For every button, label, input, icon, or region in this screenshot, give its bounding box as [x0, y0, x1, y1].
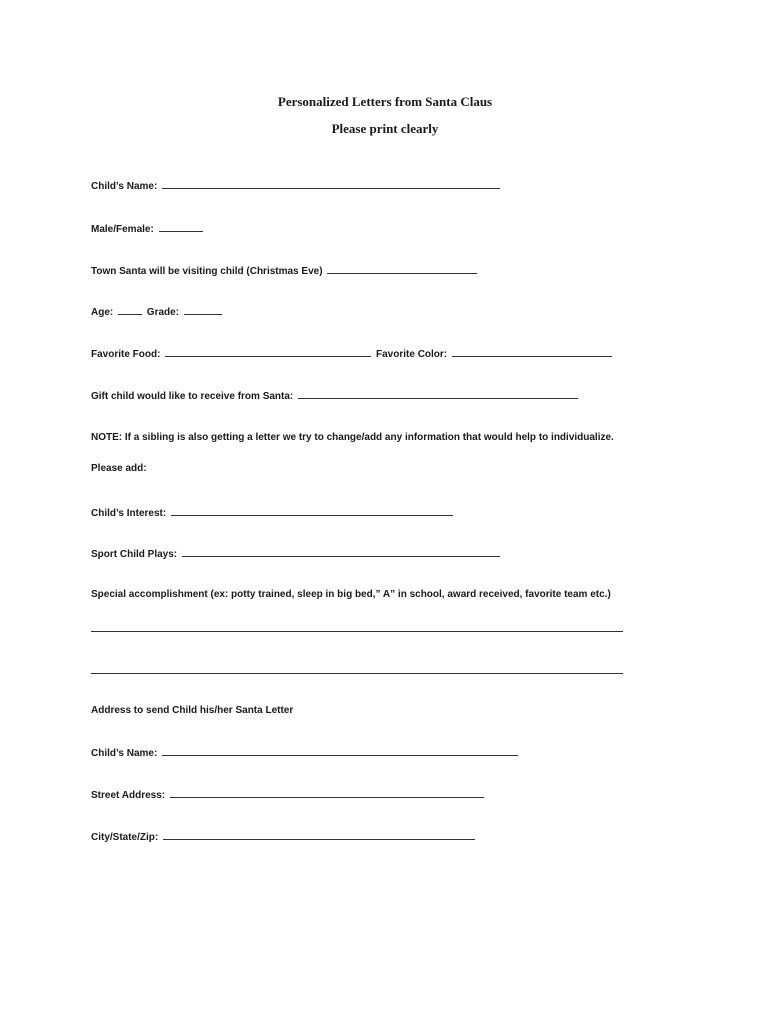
- favorite-color-label: Favorite Color:: [376, 349, 448, 360]
- please-add-text: Please add:: [91, 463, 147, 474]
- town-label: Town Santa will be visiting child (Christmas Eve): [91, 266, 323, 277]
- sport-blank[interactable]: [182, 547, 500, 557]
- form-subtitle: Please print clearly: [331, 121, 439, 136]
- address-heading-row: [91, 705, 293, 716]
- grade-blank[interactable]: [184, 305, 222, 315]
- grade-label: Grade:: [146, 307, 180, 318]
- note-row: [91, 432, 614, 443]
- favorite-food-blank[interactable]: [165, 347, 371, 357]
- address-childs-name-row: [91, 746, 520, 759]
- childs-interest-blank[interactable]: [171, 506, 453, 516]
- gift-row: [91, 389, 580, 402]
- town-row: [91, 264, 479, 277]
- age-grade-row: [91, 305, 224, 318]
- age-label: Age:: [91, 307, 114, 318]
- accomplishment-label: Special accomplishment (ex: potty trained, sleep in big bed,” A” in school, award received, favorite team etc.): [91, 589, 611, 600]
- interest-row: [91, 506, 455, 519]
- please-add-row: [91, 463, 147, 474]
- street-blank[interactable]: [170, 788, 484, 798]
- town-blank[interactable]: [327, 264, 477, 274]
- form-title: Personalized Letters from Santa Claus: [277, 94, 493, 109]
- gender-label: Male/Female:: [91, 224, 154, 235]
- childs-name-blank[interactable]: [162, 179, 500, 189]
- address-childs-name-blank[interactable]: [162, 746, 518, 756]
- gender-blank[interactable]: [159, 222, 203, 232]
- accomplishment-line-1: [91, 622, 625, 635]
- gift-label: Gift child would like to receive from Santa:: [91, 391, 294, 402]
- sport-label: Sport Child Plays:: [91, 549, 178, 560]
- city-state-zip-blank[interactable]: [163, 830, 475, 840]
- sport-row: [91, 547, 502, 560]
- street-row: [91, 788, 486, 801]
- accomplishment-line-2: [91, 664, 625, 677]
- childs-name-row: [91, 179, 502, 192]
- street-label: Street Address:: [91, 790, 166, 801]
- gift-blank[interactable]: [298, 389, 578, 399]
- childs-name-label: Child’s Name:: [91, 181, 158, 192]
- city-state-zip-label: City/State/Zip:: [91, 832, 159, 843]
- city-state-zip-row: [91, 830, 477, 843]
- note-text: NOTE: If a sibling is also getting a letter we try to change/add any information that would help to individualize.: [91, 432, 614, 443]
- childs-interest-label: Child’s Interest:: [91, 508, 167, 519]
- favorite-food-label: Favorite Food:: [91, 349, 161, 360]
- accomplishment-blank-1[interactable]: [91, 622, 623, 632]
- age-blank[interactable]: [118, 305, 142, 315]
- accomplishment-blank-2[interactable]: [91, 664, 623, 674]
- gender-row: [91, 222, 205, 235]
- favorite-color-blank[interactable]: [452, 347, 612, 357]
- accomplishment-row: [91, 589, 611, 600]
- address-heading: Address to send Child his/her Santa Letter: [91, 705, 294, 716]
- address-childs-name-label: Child’s Name:: [91, 748, 158, 759]
- food-color-row: [91, 347, 614, 360]
